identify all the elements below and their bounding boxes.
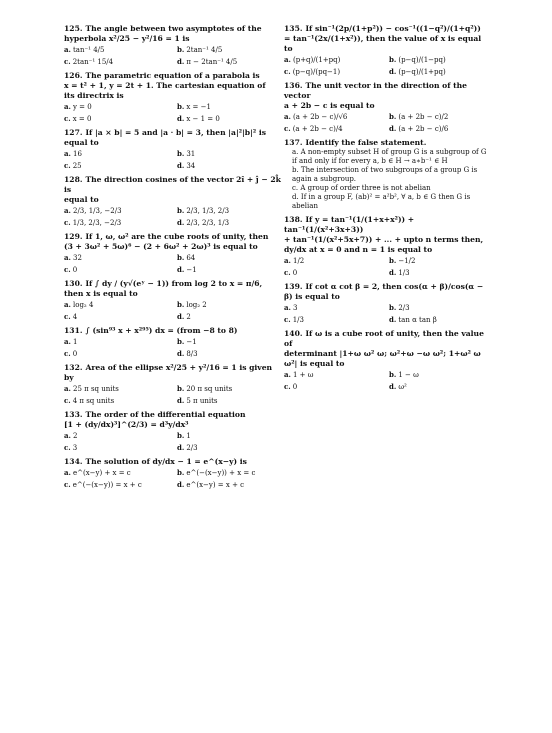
question-text: If ∫ dy / (y√(eʸ − 1)) from log 2 to x = π/6, then x is equal to bbox=[64, 279, 263, 298]
option-letter: c. bbox=[64, 479, 71, 489]
question-139 bbox=[284, 282, 488, 325]
option-value: y = 0 bbox=[72, 103, 92, 111]
question-text: Area of the ellipse x²/25 + y²/16 = 1 is given by bbox=[64, 363, 273, 382]
option-value: x − 1 = 0 bbox=[186, 114, 220, 123]
option-value: (p+q)/(1+pq) bbox=[292, 56, 341, 64]
option-value: 1/3, 2/3, −2/3 bbox=[72, 218, 122, 227]
option-value: 1/3 bbox=[292, 315, 304, 324]
question-text: If ω is a cube root of unity, then the value of bbox=[284, 329, 484, 348]
question-stem-continued bbox=[64, 420, 284, 430]
option-letter: c. bbox=[64, 311, 71, 321]
answer-option[interactable] bbox=[389, 382, 488, 393]
option-value: 32 bbox=[72, 254, 82, 262]
answer-option[interactable] bbox=[284, 370, 383, 381]
question-text: If sin⁻¹(2p/(1+p²)) − cos⁻¹((1−q²)/(1+q²)) bbox=[305, 24, 481, 33]
answer-option[interactable] bbox=[389, 67, 488, 78]
option-letter: b. bbox=[177, 206, 185, 215]
option-value: 1/2 bbox=[292, 257, 305, 265]
option-value: (p−q)/(pq−1) bbox=[292, 67, 341, 76]
option-letter: c. bbox=[284, 267, 291, 277]
answer-options bbox=[284, 112, 488, 134]
question-133 bbox=[64, 410, 284, 453]
answer-option[interactable] bbox=[177, 480, 284, 491]
question-131 bbox=[64, 326, 284, 359]
question-text: If cot α cot β = 2, then cos(α + β)/cos(α − β) is equal to bbox=[284, 282, 484, 301]
option-value: 0 bbox=[292, 268, 298, 277]
question-text: dy/dx at x = 0 and n = 1 is equal to bbox=[284, 245, 433, 254]
option-letter: b. bbox=[389, 256, 397, 265]
answer-option[interactable] bbox=[389, 124, 488, 135]
option-letter: a. bbox=[284, 303, 291, 312]
option-letter: b. bbox=[389, 303, 397, 312]
question-text: ∫ (sin⁹³ x + x²⁹⁵) dx = (from −8 to 8) bbox=[85, 326, 238, 335]
question-stem bbox=[64, 326, 284, 336]
question-text: hyperbola x²/25 − y²/16 = 1 is bbox=[64, 34, 190, 43]
option-value: 1/3 bbox=[398, 268, 410, 277]
question-125 bbox=[64, 24, 284, 67]
option-letter: d. bbox=[389, 381, 397, 391]
option-value: −1 bbox=[186, 338, 197, 346]
option-letter: c. bbox=[64, 395, 71, 405]
answer-option[interactable] bbox=[177, 102, 284, 113]
question-text: The solution of dy/dx − 1 = e^(x−y) is bbox=[85, 457, 247, 466]
question-stem bbox=[284, 329, 488, 349]
question-text: determinant |1+ω ω² ω; ω²+ω −ω ω²; 1+ω² ω ω²| is equal to bbox=[284, 349, 481, 368]
answer-options bbox=[64, 102, 284, 124]
answer-option[interactable] bbox=[64, 468, 171, 479]
option-letter: a. bbox=[64, 300, 71, 309]
option-value: 16 bbox=[72, 150, 82, 158]
answer-option[interactable] bbox=[177, 149, 284, 160]
answer-option[interactable] bbox=[64, 312, 171, 323]
option-value: −1 bbox=[186, 265, 197, 274]
option-letter: c. bbox=[64, 264, 71, 274]
option-value: 2/3 bbox=[398, 304, 410, 312]
statement-line: d. If in a group F, (ab)² = a²b², ∀ a, b ∈ G then G is bbox=[292, 193, 471, 201]
option-value: 4 π sq units bbox=[72, 396, 115, 405]
option-letter: b. bbox=[177, 384, 185, 393]
option-letter: d. bbox=[177, 479, 185, 489]
option-value: −1/2 bbox=[398, 257, 416, 265]
answer-option[interactable] bbox=[177, 349, 284, 360]
question-text: The direction cosines of the vector 2î + ĵ − 2k̂ is bbox=[64, 175, 281, 194]
question-134 bbox=[64, 457, 284, 490]
answer-option[interactable] bbox=[177, 45, 284, 56]
question-number: 140. bbox=[284, 329, 303, 338]
option-value: (p−q)/(1−pq) bbox=[398, 56, 446, 64]
question-stem-continued bbox=[284, 245, 488, 255]
question-text: The parametric equation of a parabola is bbox=[85, 71, 260, 80]
answer-option[interactable] bbox=[177, 384, 284, 395]
question-number: 130. bbox=[64, 279, 83, 288]
option-letter: d. bbox=[177, 395, 185, 405]
option-letter: a. bbox=[64, 431, 71, 440]
question-number: 138. bbox=[284, 215, 303, 224]
answer-option[interactable] bbox=[64, 57, 171, 68]
option-letter: d. bbox=[177, 442, 185, 452]
option-letter: c. bbox=[64, 56, 71, 66]
answer-option[interactable] bbox=[64, 206, 171, 217]
answer-options bbox=[64, 45, 284, 67]
question-stem bbox=[284, 24, 488, 34]
question-stem bbox=[64, 175, 284, 195]
option-letter: d. bbox=[389, 267, 397, 277]
question-stem-continued bbox=[284, 349, 488, 369]
option-letter: a. bbox=[64, 384, 71, 393]
answer-option[interactable] bbox=[177, 300, 284, 311]
option-letter: a. bbox=[284, 370, 291, 379]
question-text: + tan⁻¹(1/(x²+5x+7)) + ... + upto n terms then, bbox=[284, 235, 484, 244]
option-value: 2/3, 1/3, 2/3 bbox=[186, 207, 230, 215]
answer-option[interactable] bbox=[64, 114, 171, 125]
option-value: 25 bbox=[72, 161, 82, 170]
question-number: 136. bbox=[284, 81, 303, 90]
option-letter: b. bbox=[177, 253, 185, 262]
question-stem bbox=[284, 138, 488, 148]
answer-option[interactable] bbox=[177, 57, 284, 68]
answer-option[interactable] bbox=[284, 268, 383, 279]
option-value: 20 π sq units bbox=[186, 385, 233, 393]
question-stem bbox=[64, 457, 284, 467]
question-number: 135. bbox=[284, 24, 303, 33]
answer-option[interactable] bbox=[64, 45, 171, 56]
left-column bbox=[64, 24, 284, 494]
statement-line: again a subgroup. bbox=[292, 175, 357, 183]
option-value: 0 bbox=[72, 265, 78, 274]
answer-options bbox=[64, 149, 284, 171]
answer-option[interactable] bbox=[389, 303, 488, 314]
answer-option[interactable] bbox=[64, 337, 171, 348]
question-number: 139. bbox=[284, 282, 303, 291]
answer-option[interactable] bbox=[177, 312, 284, 323]
right-column bbox=[284, 24, 488, 396]
option-letter: b. bbox=[177, 102, 185, 111]
answer-options bbox=[284, 256, 488, 278]
question-text: The order of the differential equation bbox=[85, 410, 246, 419]
option-letter: c. bbox=[64, 160, 71, 170]
question-number: 129. bbox=[64, 232, 83, 241]
answer-option[interactable] bbox=[389, 112, 488, 123]
statement-line: abelian bbox=[292, 202, 318, 210]
option-letter: a. bbox=[64, 337, 71, 346]
option-value: 25 π sq units bbox=[72, 385, 119, 393]
answer-option[interactable] bbox=[177, 431, 284, 442]
option-value: 34 bbox=[186, 161, 196, 170]
answer-option[interactable] bbox=[389, 55, 488, 66]
option-value: 5 π units bbox=[186, 396, 218, 405]
option-letter: d. bbox=[177, 56, 185, 66]
option-letter: c. bbox=[284, 381, 291, 391]
option-letter: b. bbox=[177, 337, 185, 346]
option-letter: d. bbox=[177, 348, 185, 358]
answer-option[interactable] bbox=[64, 102, 171, 113]
option-letter: d. bbox=[177, 264, 185, 274]
option-value: 0 bbox=[72, 349, 78, 358]
answer-option[interactable] bbox=[389, 315, 488, 326]
answer-option[interactable] bbox=[64, 443, 171, 454]
question-text: a + 2b − c is equal to bbox=[284, 101, 375, 110]
question-number: 137. bbox=[284, 138, 303, 147]
answer-option[interactable] bbox=[64, 384, 171, 395]
question-stem-continued bbox=[64, 91, 284, 101]
question-stem bbox=[64, 232, 284, 242]
option-value: 1 − ω bbox=[398, 371, 419, 379]
option-letter: c. bbox=[64, 217, 71, 227]
question-stem bbox=[284, 215, 488, 235]
option-value: 2 bbox=[72, 432, 78, 440]
option-letter: b. bbox=[177, 45, 185, 54]
option-letter: c. bbox=[284, 314, 291, 324]
question-stem-continued bbox=[64, 34, 284, 44]
option-letter: d. bbox=[177, 113, 185, 123]
option-letter: c. bbox=[284, 123, 291, 133]
question-126 bbox=[64, 71, 284, 124]
option-value: e^(−(x−y)) = x + c bbox=[72, 480, 142, 489]
answer-option[interactable] bbox=[284, 67, 383, 78]
answer-option[interactable] bbox=[284, 303, 383, 314]
question-number: 127. bbox=[64, 128, 83, 137]
question-text: equal to bbox=[64, 195, 99, 204]
option-value: log₂ 2 bbox=[186, 301, 207, 309]
question-stem bbox=[284, 282, 488, 302]
option-value: x = 0 bbox=[72, 114, 92, 123]
question-text: (3 + 3ω² + 5ω)⁶ − (2 + 6ω² + 2ω)³ is equal to bbox=[64, 242, 258, 251]
question-text: If 1, ω, ω² are the cube roots of unity, then bbox=[85, 232, 269, 241]
question-text: equal to bbox=[64, 138, 99, 147]
option-value: 2/3 bbox=[186, 443, 198, 452]
question-stem bbox=[284, 81, 488, 101]
option-value: 8/3 bbox=[186, 349, 198, 358]
option-value: 2/3, 1/3, −2/3 bbox=[72, 207, 122, 215]
question-stem-continued bbox=[284, 34, 488, 54]
answer-options bbox=[64, 384, 284, 406]
question-127 bbox=[64, 128, 284, 171]
answer-option[interactable] bbox=[177, 265, 284, 276]
answer-option[interactable] bbox=[64, 396, 171, 407]
answer-option[interactable] bbox=[177, 396, 284, 407]
option-letter: d. bbox=[177, 311, 185, 321]
question-128 bbox=[64, 175, 284, 228]
question-text: its directrix is bbox=[64, 91, 124, 100]
option-letter: b. bbox=[177, 300, 185, 309]
answer-option[interactable] bbox=[64, 149, 171, 160]
answer-option[interactable] bbox=[389, 268, 488, 279]
answer-option[interactable] bbox=[177, 443, 284, 454]
answer-option[interactable] bbox=[64, 218, 171, 229]
question-stem bbox=[64, 363, 284, 383]
question-text: If y = tan⁻¹(1/(1+x+x²)) + tan⁻¹(1/(x²+3x+3)) bbox=[284, 215, 415, 234]
option-letter: a. bbox=[64, 253, 71, 262]
question-129 bbox=[64, 232, 284, 275]
question-text: [1 + (dy/dx)³]^(2/3) = d³y/dx³ bbox=[64, 420, 189, 429]
question-stem bbox=[64, 128, 284, 138]
option-value: 2 bbox=[186, 312, 191, 321]
question-text: x = t² + 1, y = 2t + 1. The cartesian equation of bbox=[64, 81, 266, 90]
option-letter: a. bbox=[64, 468, 71, 477]
answer-option[interactable] bbox=[284, 112, 383, 123]
option-value: 31 bbox=[186, 150, 196, 158]
answer-options bbox=[64, 337, 284, 359]
answer-options bbox=[284, 55, 488, 77]
answer-option[interactable] bbox=[177, 161, 284, 172]
option-letter: b. bbox=[177, 468, 185, 477]
question-137 bbox=[284, 138, 488, 211]
question-132 bbox=[64, 363, 284, 406]
answer-option[interactable] bbox=[64, 480, 171, 491]
question-stem bbox=[64, 71, 284, 81]
question-stem-continued bbox=[284, 101, 488, 111]
option-letter: b. bbox=[177, 431, 185, 440]
question-text: = tan⁻¹(2x/(1+x²)), then the value of x is equal to bbox=[284, 34, 482, 53]
option-value: ω² bbox=[398, 382, 407, 391]
option-letter: c. bbox=[64, 442, 71, 452]
question-number: 126. bbox=[64, 71, 83, 80]
answer-option[interactable] bbox=[177, 253, 284, 264]
option-value: 1 + ω bbox=[292, 371, 314, 379]
option-value: tan⁻¹ 4/5 bbox=[72, 46, 105, 54]
statement-line: a. A non-empty subset H of group G is a subgroup of G bbox=[292, 148, 487, 156]
option-value: 3 bbox=[292, 304, 298, 312]
question-text: If |a × b| = 5 and |a · b| = 3, then |a|²|b|² is bbox=[85, 128, 267, 137]
answer-options bbox=[64, 468, 284, 490]
answer-option[interactable] bbox=[177, 218, 284, 229]
option-value: 2/3, 2/3, 1/3 bbox=[186, 218, 230, 227]
option-letter: a. bbox=[284, 55, 291, 64]
option-letter: c. bbox=[64, 113, 71, 123]
option-value: x = −1 bbox=[186, 103, 211, 111]
question-number: 128. bbox=[64, 175, 83, 184]
answer-option[interactable] bbox=[64, 265, 171, 276]
option-letter: d. bbox=[389, 66, 397, 76]
option-letter: b. bbox=[389, 370, 397, 379]
option-value: e^(x−y) + x = c bbox=[72, 469, 131, 477]
option-letter: a. bbox=[284, 112, 291, 121]
answer-option[interactable] bbox=[64, 431, 171, 442]
question-135 bbox=[284, 24, 488, 77]
option-letter: b. bbox=[389, 55, 397, 64]
answer-options bbox=[284, 303, 488, 325]
option-value: 1 bbox=[72, 338, 78, 346]
option-letter: a. bbox=[64, 149, 71, 158]
answer-option[interactable] bbox=[64, 300, 171, 311]
question-stem bbox=[64, 410, 284, 420]
question-stem bbox=[64, 24, 284, 34]
option-value: e^(x−y) = x + c bbox=[186, 480, 245, 489]
answer-options bbox=[64, 300, 284, 322]
answer-options bbox=[64, 431, 284, 453]
option-letter: b. bbox=[177, 149, 185, 158]
option-value: e^(−(x−y)) + x = c bbox=[186, 469, 256, 477]
option-value: 64 bbox=[186, 254, 196, 262]
option-value: 1 bbox=[186, 432, 191, 440]
question-stem-continued bbox=[284, 235, 488, 245]
question-stem bbox=[64, 279, 284, 299]
statement-line: b. The intersection of two subgroups of a group G is bbox=[292, 166, 478, 174]
question-stem-continued bbox=[64, 81, 284, 91]
statement-line: c. A group of order three is not abelian bbox=[292, 184, 431, 192]
option-value: 3 bbox=[72, 443, 78, 452]
question-number: 134. bbox=[64, 457, 83, 466]
answer-option[interactable] bbox=[64, 349, 171, 360]
statement-line: if and only if for every a, b ∈ H → a∗b⁻¹ ∈ H bbox=[292, 157, 448, 165]
question-text: The angle between two asymptotes of the bbox=[85, 24, 262, 33]
question-number: 133. bbox=[64, 410, 83, 419]
question-number: 125. bbox=[64, 24, 83, 33]
option-value: tan α tan β bbox=[398, 315, 437, 324]
answer-option[interactable] bbox=[177, 114, 284, 125]
question-138 bbox=[284, 215, 488, 278]
answer-option[interactable] bbox=[389, 370, 488, 381]
answer-option[interactable] bbox=[64, 253, 171, 264]
option-letter: d. bbox=[177, 217, 185, 227]
option-value: (p−q)/(1+pq) bbox=[398, 67, 446, 76]
answer-option[interactable] bbox=[177, 337, 284, 348]
option-letter: d. bbox=[389, 314, 397, 324]
option-value: 4 bbox=[72, 312, 78, 321]
option-value: π − 2tan⁻¹ 4/5 bbox=[186, 57, 238, 66]
option-value: 0 bbox=[292, 382, 298, 391]
answer-option[interactable] bbox=[389, 256, 488, 267]
answer-option[interactable] bbox=[177, 468, 284, 479]
option-letter: a. bbox=[284, 256, 291, 265]
question-140 bbox=[284, 329, 488, 392]
answer-options bbox=[284, 370, 488, 392]
option-letter: d. bbox=[177, 160, 185, 170]
answer-option[interactable] bbox=[284, 124, 383, 135]
answer-options bbox=[64, 253, 284, 275]
option-value: (a + 2b − c)/√6 bbox=[292, 113, 348, 121]
question-stem-continued bbox=[64, 138, 284, 148]
question-stem-continued bbox=[64, 195, 284, 205]
option-value: (a + 2b − c)/4 bbox=[292, 124, 343, 133]
option-value: (a + 2b − c)/6 bbox=[398, 124, 449, 133]
answer-option[interactable] bbox=[284, 256, 383, 267]
option-letter: d. bbox=[389, 123, 397, 133]
question-136 bbox=[284, 81, 488, 134]
option-letter: a. bbox=[64, 206, 71, 215]
option-value: 2tan⁻¹ 15/4 bbox=[72, 57, 114, 66]
question-number: 132. bbox=[64, 363, 83, 372]
answer-option[interactable] bbox=[284, 382, 383, 393]
answer-option[interactable] bbox=[284, 55, 383, 66]
question-text: Identify the false statement. bbox=[305, 138, 427, 147]
question-130 bbox=[64, 279, 284, 322]
answer-options bbox=[64, 206, 284, 228]
question-text: The unit vector in the direction of the vector bbox=[284, 81, 467, 100]
question-number: 131. bbox=[64, 326, 83, 335]
question-stem-continued bbox=[64, 242, 284, 252]
answer-option[interactable] bbox=[177, 206, 284, 217]
option-value: 2tan⁻¹ 4/5 bbox=[186, 46, 223, 54]
option-value: log₂ 4 bbox=[72, 301, 94, 309]
answer-option[interactable] bbox=[64, 161, 171, 172]
answer-option[interactable] bbox=[284, 315, 383, 326]
option-letter: a. bbox=[64, 45, 71, 54]
option-letter: a. bbox=[64, 102, 71, 111]
option-value: (a + 2b − c)/2 bbox=[398, 113, 449, 121]
option-letter: c. bbox=[284, 66, 291, 76]
option-letter: c. bbox=[64, 348, 71, 358]
option-letter: b. bbox=[389, 112, 397, 121]
